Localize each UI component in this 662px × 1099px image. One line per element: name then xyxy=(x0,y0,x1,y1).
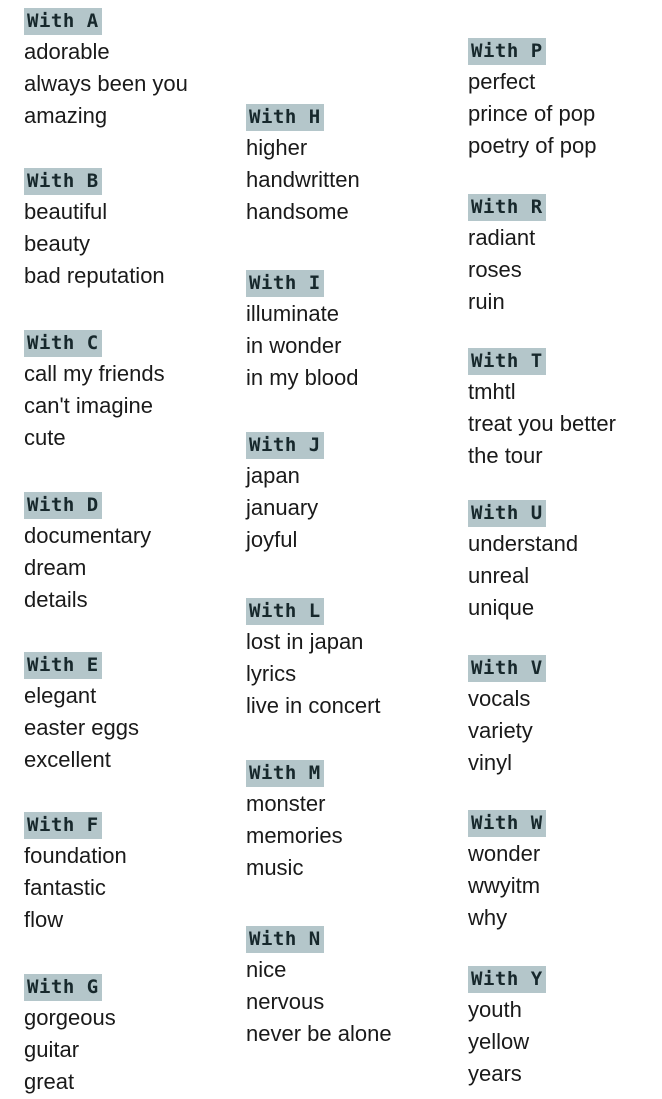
word-list xyxy=(246,788,343,884)
word-list xyxy=(246,954,392,1050)
word-list xyxy=(468,994,546,1090)
word-entry: the tour xyxy=(468,443,543,468)
letter-group-header: With W xyxy=(468,810,546,837)
letter-group-header: With A xyxy=(24,8,102,35)
word-list xyxy=(24,36,188,132)
word-entry: in my blood xyxy=(246,365,359,390)
word-entry: fantastic xyxy=(24,875,106,900)
word-entry: tmhtl xyxy=(468,379,516,404)
letter-group-header: With M xyxy=(246,760,324,787)
word-entry: easter eggs xyxy=(24,715,139,740)
word-entry: illuminate xyxy=(246,301,339,326)
letter-group-header: With H xyxy=(246,104,324,131)
letter-group xyxy=(246,926,392,1050)
word-entry: monster xyxy=(246,791,326,816)
word-entry: flow xyxy=(24,907,64,932)
word-list xyxy=(24,1002,116,1098)
letter-group xyxy=(246,760,343,884)
word-entry: cute xyxy=(24,425,66,450)
word-list xyxy=(246,626,381,722)
letter-group xyxy=(468,194,546,318)
letter-group-header: With R xyxy=(468,194,546,221)
word-entry: vocals xyxy=(468,686,531,711)
word-entry: higher xyxy=(246,135,308,160)
word-entry: music xyxy=(246,855,304,880)
word-entry: why xyxy=(468,905,508,930)
letter-group-header: With D xyxy=(24,492,102,519)
letter-group xyxy=(246,270,359,394)
letter-group xyxy=(468,810,546,934)
word-entry: unreal xyxy=(468,563,530,588)
word-entry: variety xyxy=(468,718,533,743)
word-list xyxy=(24,358,165,454)
word-entry: foundation xyxy=(24,843,127,868)
word-entry: elegant xyxy=(24,683,97,708)
word-entry: guitar xyxy=(24,1037,80,1062)
letter-group-header: With E xyxy=(24,652,102,679)
letter-group xyxy=(24,974,116,1098)
letter-group-header: With J xyxy=(246,432,324,459)
word-entry: documentary xyxy=(24,523,152,548)
letter-group xyxy=(468,966,546,1090)
letter-group xyxy=(246,598,381,722)
letter-group-header: With Y xyxy=(468,966,546,993)
letter-group xyxy=(24,492,151,616)
word-list xyxy=(468,528,578,624)
letter-group xyxy=(468,655,546,779)
word-entry: vinyl xyxy=(468,750,513,775)
word-entry: memories xyxy=(246,823,343,848)
letter-group xyxy=(24,8,188,132)
word-list xyxy=(24,840,127,936)
word-list xyxy=(468,376,616,472)
word-entry: japan xyxy=(246,463,300,488)
word-entry: yellow xyxy=(468,1029,530,1054)
letter-group-header: With P xyxy=(468,38,546,65)
word-list xyxy=(246,298,359,394)
word-entry: never be alone xyxy=(246,1021,392,1046)
word-entry: adorable xyxy=(24,39,110,64)
letter-group xyxy=(24,168,165,292)
word-entry: perfect xyxy=(468,69,536,94)
letter-group-header: With U xyxy=(468,500,546,527)
word-entry: wwyitm xyxy=(468,873,541,898)
word-entry: amazing xyxy=(24,103,108,128)
letter-group-header: With G xyxy=(24,974,102,1001)
word-entry: years xyxy=(468,1061,522,1086)
word-entry: poetry of pop xyxy=(468,133,597,158)
letter-group-header: With I xyxy=(246,270,324,297)
letter-group xyxy=(24,330,165,454)
word-entry: roses xyxy=(468,257,522,282)
letter-group-header: With F xyxy=(24,812,102,839)
word-entry: treat you better xyxy=(468,411,616,436)
word-entry: radiant xyxy=(468,225,536,250)
word-entry: in wonder xyxy=(246,333,342,358)
word-list xyxy=(468,683,546,779)
word-entry: great xyxy=(24,1069,75,1094)
word-entry: beautiful xyxy=(24,199,108,224)
word-list xyxy=(468,66,596,162)
letter-group xyxy=(24,812,127,936)
word-entry: bad reputation xyxy=(24,263,165,288)
word-entry: wonder xyxy=(468,841,541,866)
letter-group xyxy=(468,38,596,162)
word-entry: lost in japan xyxy=(246,629,364,654)
letter-group-header: With T xyxy=(468,348,546,375)
word-list xyxy=(468,222,546,318)
word-list xyxy=(24,196,165,292)
word-entry: unique xyxy=(468,595,535,620)
word-entry: always been you xyxy=(24,71,188,96)
letter-group xyxy=(24,652,139,776)
word-list xyxy=(24,680,139,776)
word-entry: details xyxy=(24,587,88,612)
word-entry: call my friends xyxy=(24,361,165,386)
word-entry: ruin xyxy=(468,289,505,314)
letter-group-header: With V xyxy=(468,655,546,682)
letter-group xyxy=(468,500,578,624)
word-entry: nervous xyxy=(246,989,325,1014)
letter-group xyxy=(468,348,616,472)
word-entry: prince of pop xyxy=(468,101,596,126)
word-entry: live in concert xyxy=(246,693,381,718)
letter-group xyxy=(246,432,324,556)
letter-group-header: With N xyxy=(246,926,324,953)
word-entry: nice xyxy=(246,957,287,982)
word-list xyxy=(246,460,324,556)
word-entry: january xyxy=(246,495,319,520)
letter-group-header: With B xyxy=(24,168,102,195)
word-entry: lyrics xyxy=(246,661,297,686)
word-list xyxy=(24,520,151,616)
word-list xyxy=(246,132,360,228)
word-entry: gorgeous xyxy=(24,1005,116,1030)
letter-group-header: With C xyxy=(24,330,102,357)
word-entry: handwritten xyxy=(246,167,360,192)
word-entry: youth xyxy=(468,997,522,1022)
word-list xyxy=(468,838,546,934)
letter-group xyxy=(246,104,360,228)
word-entry: beauty xyxy=(24,231,91,256)
word-entry: joyful xyxy=(246,527,298,552)
letter-group-header: With L xyxy=(246,598,324,625)
word-entry: dream xyxy=(24,555,87,580)
word-entry: understand xyxy=(468,531,579,556)
word-entry: handsome xyxy=(246,199,349,224)
word-entry: excellent xyxy=(24,747,111,772)
word-entry: can't imagine xyxy=(24,393,153,418)
